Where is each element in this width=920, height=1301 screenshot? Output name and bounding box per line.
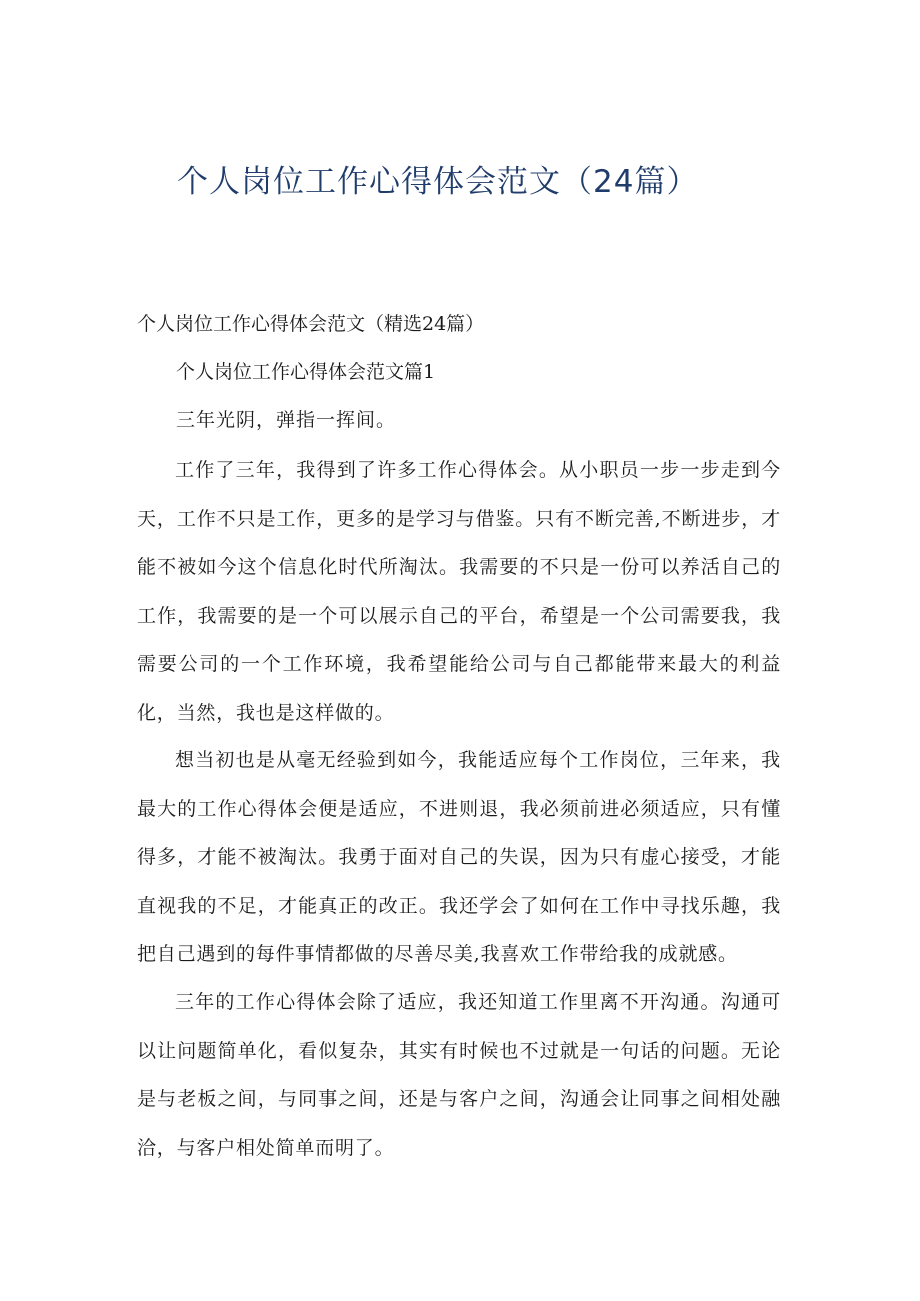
paragraph-3: 想当初也是从毫无经验到如今，我能适应每个工作岗位，三年来，我最大的工作心得体会便是适应，不进则退，我必须前进必须适应，只有懂得多，才能不被淘汰。我勇于面对自己的失误，因为只有虚心接受，才能直视我的不足，才能真正的改正。我还学会了如何在工作中寻找乐趣，我把自己遇到的每件事情都做的尽善尽美,我喜欢工作带给我的成就感。 — [137, 749, 781, 965]
paragraph-1: 三年光阴，弹指一挥间。 — [176, 409, 397, 431]
section-heading: 个人岗位工作心得体会范文篇1 — [176, 361, 436, 383]
document-subtitle: 个人岗位工作心得体会范文（精选24篇） — [137, 313, 485, 335]
document-title: 个人岗位工作心得体会范文（24篇） — [177, 164, 699, 200]
paragraph-4: 三年的工作心得体会除了适应，我还知道工作里离不开沟通。沟通可以让问题简单化，看似复杂，其实有时候也不过就是一句话的问题。无论是与老板之间，与同事之间，还是与客户之间，沟通会让同事之间相处融洽，与客户相处简单而明了。 — [137, 991, 781, 1159]
paragraph-2: 工作了三年，我得到了许多工作心得体会。从小职员一步一步走到今天，工作不只是工作，更多的是学习与借鉴。只有不断完善,不断进步，才能不被如今这个信息化时代所淘汰。我需要的不只是一份可以养活自己的工作，我需要的是一个可以展示自己的平台，希望是一个公司需要我，我需要公司的一个工作环境，我希望能给公司与自己都能带来最大的利益化，当然，我也是这样做的。 — [137, 459, 781, 724]
